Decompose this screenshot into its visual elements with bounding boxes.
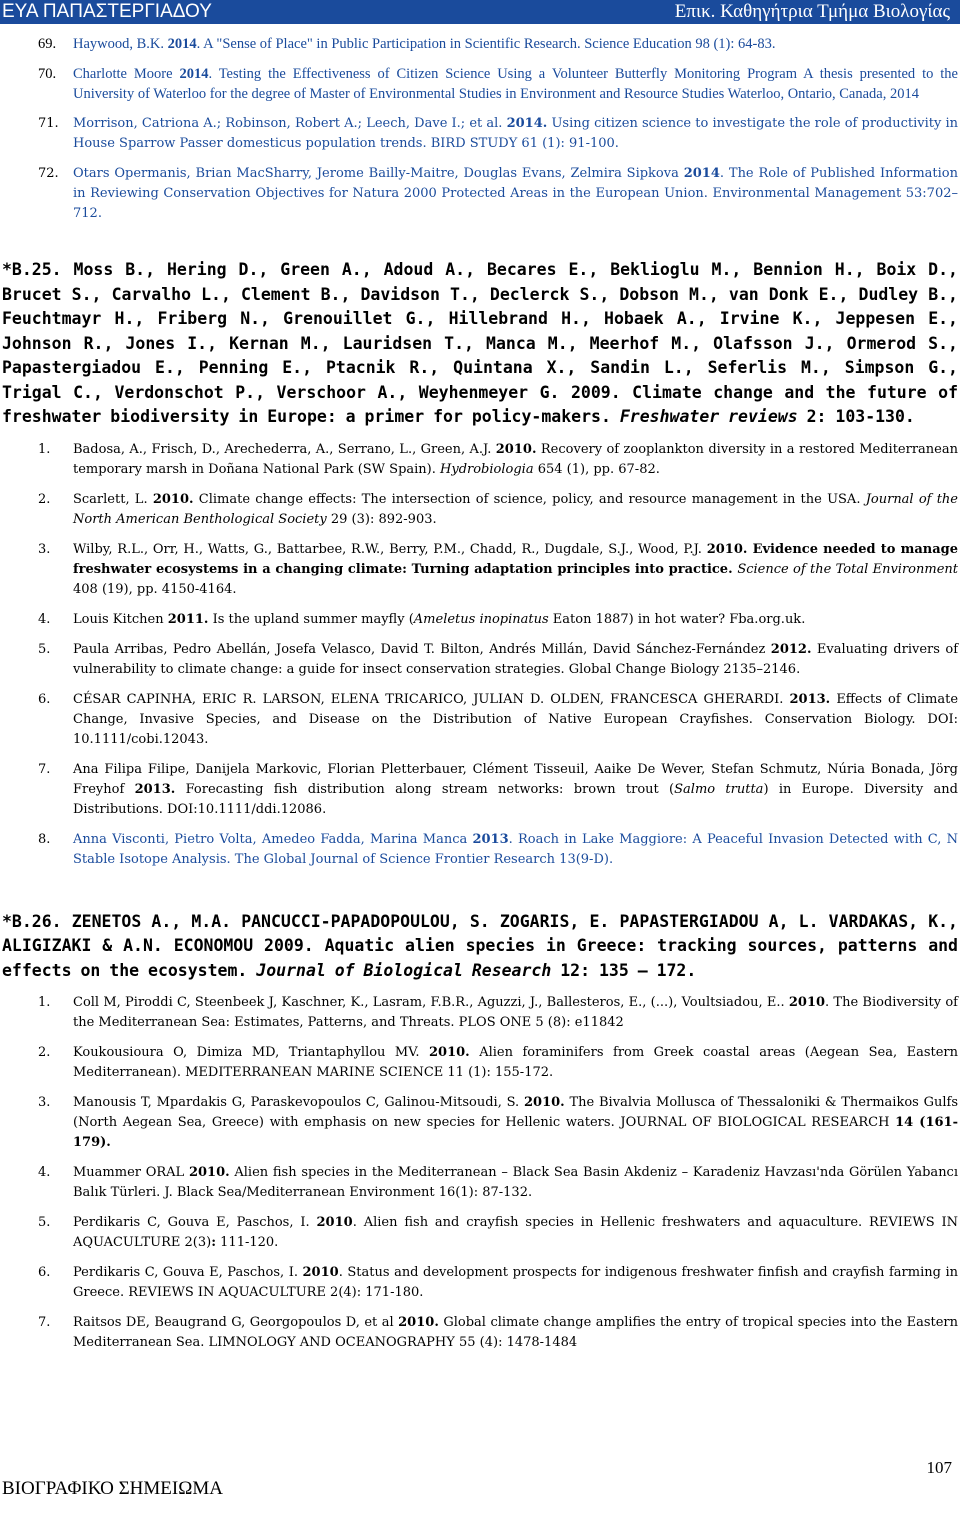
reference-number: 71. [38,116,59,131]
reference-number: 1. [38,995,51,1010]
reference-pages: Eaton 1887) in hot water? Fba.org.uk. [548,611,806,627]
reference-number: 5. [38,1215,51,1230]
reference-number: 6. [38,1265,51,1280]
citing-reference-item [0,1163,958,1203]
reference-number: 5. [38,641,51,657]
citing-reference-item [0,610,958,630]
reference-journal: Journal of the North American Benthological Society [73,491,958,527]
reference-authors: Koukousioura O, Dimiza MD, Triantaphyllou MV. [73,1045,429,1060]
reference-species: Salmo trutta [674,781,764,797]
reference-details: . Alien fish and crayfish species in Hellenic freshwaters and aquaculture. REVIEWS IN AQUACULTURE 2(3) [73,1215,958,1250]
reference-details: Forecasting fish distribution along stream networks: brown trout ( [175,781,675,797]
reference-authors: Scarlett, L. [73,491,153,507]
reference-authors: Raitsos DE, Beaugrand G, Georgopoulos D, et al [73,1315,399,1330]
reference-details: Global climate change amplifies the entry of tropical species into the Eastern Mediterranean Sea. LIMNOLOGY AND OCEANOGRAPHY 55 (4): 1478-1484 [73,1315,958,1350]
publication-entry-b26 [0,910,958,984]
reference-pages: ) in Europe. Diversity and Distributions. DOI:10.1111/ddi.12086. [73,781,958,817]
reference-item [0,64,958,104]
reference-details: Recovery of zooplankton diversity in a restored Mediterranean temporary marsh in Doñana National Park (SW Spain). [73,441,958,477]
document-body [0,34,958,1363]
reference-number: 1. [38,441,51,457]
footer-label: ΒΙΟΓΡΑΦΙΚΟ ΣΗΜΕΙΩΜΑ [2,1478,223,1499]
reference-authors: Manousis T, Mpardakis G, Paraskevopoulos C, Galinou-Mitsoudi, S. [73,1095,524,1110]
reference-pages: 408 (19), pp. 4150-4164. [73,581,237,597]
entry-citation: *B.26. ZENETOS A., M.A. PANCUCCI-PAPADOPOULOU, S. ZOGARIS, E. PAPASTERGIADOU A, L. VARDAKAS, K., ALIGIZAKI & A.N. ECONOMOU 2009. Aquatic alien species in Greece: tracking sources, patterns and effects on the ecosystem. [2,911,958,980]
reference-authors: Ana Filipa Filipe, Danijela Markovic, Florian Pletterbauer, Clément Tisseuil, Aaike De Wever, Stefan Schmutz, Núria Bonada, Jörg Freyhof [73,761,958,797]
reference-details: Using citizen science to investigate the role of productivity in House Sparrow Passer domesticus population trends. BIRD STUDY 61 (1): 91-100. [73,116,958,151]
reference-pages: 29 (3): 892-903. [326,511,437,527]
citing-reference-item [0,540,958,600]
reference-year: 2010. [523,1095,565,1110]
reference-year: 2011. [167,611,209,627]
reference-authors: Badosa, A., Frisch, D., Arechederra, A., Serrano, L., Green, A.J. [73,441,496,457]
reference-year: 2013. [789,691,831,707]
reference-year: 2010. [188,1165,230,1180]
reference-item [0,34,958,54]
reference-authors: Charlotte Moore [73,66,180,82]
reference-details: Is the upland summer mayfly ( [208,611,414,627]
reference-number: 8. [38,831,51,847]
reference-year: 2010. [495,441,537,457]
citing-reference-item [0,993,958,1033]
reference-number: 70. [38,66,57,82]
reference-details: Alien fish species in the Mediterranean – Black Sea Basin Akdeniz – Karadeniz Havzası'nda Görülen Yabancı Balık Türleri. J. Black Sea/Mediterranean Environment 16(1): 87-132. [73,1165,958,1200]
reference-year: 2010 [302,1265,339,1280]
citing-reference-item [0,640,958,680]
reference-year: 2013. [134,781,176,797]
citing-reference-item [0,690,958,750]
reference-number: 7. [38,761,51,777]
reference-pages: 654 (1), pp. 67-82. [533,461,660,477]
reference-year: 2010. [429,1045,470,1060]
reference-number: 72. [38,166,59,181]
reference-year: 2010 [316,1215,353,1230]
reference-item [0,114,958,154]
reference-authors: Louis Kitchen [73,611,168,627]
reference-separator: : [211,1235,217,1250]
citing-reference-item [0,1313,958,1353]
reference-year: 2014 [683,166,720,181]
reference-details: Evidence needed to manage freshwater ecosystems in a changing climate: Turning adaptation principles into practice. [73,541,958,577]
reference-details: . Status and development prospects for indigenous freshwater finfish and crayfish farming in Greece. REVIEWS IN AQUACULTURE 2(4): 171-180. [73,1265,958,1300]
reference-number: 2. [38,1045,51,1060]
reference-authors: Muammer ORAL [73,1165,189,1180]
publication-entry-b25 [0,258,958,430]
citing-reference-item [0,760,958,820]
citing-reference-item [0,490,958,530]
reference-volume: 14 (161-179). [73,1115,958,1150]
reference-authors: Morrison, Catriona A.; Robinson, Robert A.; Leech, Dave I.; et al. [73,116,507,131]
header-author-title: Επικ. Καθηγήτρια Τμήμα Βιολογίας [674,1,950,22]
reference-details: Alien foraminifers from Greek coastal areas (Aegean Sea, Eastern Mediterranean). MEDITERRANEAN MARINE SCIENCE 11 (1): 155-172. [73,1045,958,1080]
reference-details: Evaluating drivers of vulnerability to climate change: a guide for insect conservation strategies. Global Change Biology 2135–2146. [73,641,959,677]
citing-reference-item [0,1043,958,1083]
reference-number: 3. [38,541,51,557]
citing-reference-item [0,1213,958,1253]
reference-authors: Perdikaris C, Gouva E, Paschos, I. [73,1265,303,1280]
citing-reference-item [0,1263,958,1303]
reference-authors: Perdikaris C, Gouva E, Paschos, I. [73,1215,317,1230]
reference-year: 2014 [167,36,197,52]
reference-year: 2012. [770,641,812,657]
reference-authors: Wilby, R.L., Orr, H., Watts, G., Battarbee, R.W., Berry, P.M., Chadd, R., Dugdale, S.J., Wood, P.J. [73,541,707,557]
reference-year: 2014 [179,66,209,82]
reference-authors: Coll M, Piroddi C, Steenbeek J, Kaschner, K., Lasram, F.B.R., Aguzzi, J., Ballesteros, E., (...), Voultsiadou, E.. [73,995,789,1010]
reference-details: . Roach in Lake Maggiore: A Peaceful Invasion Detected with C, N Stable Isotope Analysis. The Global Journal of Science Frontier Research 13(9-D). [73,831,959,867]
reference-details: . The Role of Published Information in Reviewing Conservation Objectives for Natura 2000 Protected Areas in the European Union. Environmental Management 53:702–712. [73,166,958,221]
citing-reference-item [0,1093,958,1153]
reference-details: The Bivalvia Mollusca of Thessaloniki & Thermaikos Gulfs (North Aegean Sea, Greece) with emphasis on new species for Hellenic waters. JOURNAL OF BIOLOGICAL RESEARCH [73,1095,959,1130]
reference-number: 4. [38,611,51,627]
reference-item [0,164,958,224]
entry-citation: *B.25. Moss B., Hering D., Green A., Adoud A., Becares E., Beklioglu M., Bennion H., Boix D., Brucet S., Carvalho L., Clement B., Davidson T., Declerck S., Dobson M., van Donk E., Dudley B., Feuchtmayr H., Friberg N., Grenouillet G., Hillebrand H., Hobaek A., Irvine K., Jeppesen E., Johnson R., Jones I., Kernan M., Lauridsen T., Manca M., Meerhof M., Olafsson J., Ormerod S., Papastergiadou E., Penning E., Ptacnik R., Quintana X., Sandin L., Seferlis M., Simpson G., Trigal C., Verdonschot P., Verschoor A., Weyhenmeyer G. 2009. Climate change and the future of freshwater biodiversity in Europe: a primer for policy-makers. [2,260,958,426]
reference-year: 2013 [472,831,509,847]
reference-journal: Science of the Total Environment [737,561,958,577]
citing-reference-item [0,440,958,480]
reference-details: . Testing the Effectiveness of Citizen Science Using a Volunteer Butterfly Monitoring Program A thesis presented to the University of Waterloo for the degree of Master of Environmental Studies in Environment and Resource Studies Waterloo, Ontario, Canada, 2014 [73,66,958,102]
reference-details: . A "Sense of Place" in Public Participation in Scientific Research. Science Education 98 (1): 64-83. [196,36,776,52]
reference-pages: 111-120. [216,1235,279,1250]
page-number: 107 [926,1458,952,1477]
reference-year: 2010. [398,1315,439,1330]
reference-authors: Anna Visconti, Pietro Volta, Amedeo Fadda, Marina Manca [73,831,473,847]
entry-journal: Journal of Biological Research [256,960,552,980]
reference-details: Climate change effects: The intersection of science, policy, and resource management in the USA. [193,491,866,507]
reference-number: 69. [38,36,57,52]
reference-number: 3. [38,1095,51,1110]
reference-details: . The Biodiversity of the Mediterranean Sea: Estimates, Patterns, and Threats. PLOS ONE 5 (8): e11842 [73,995,958,1030]
reference-species: Ameletus inopinatus [413,611,549,627]
reference-number: 2. [38,491,51,507]
reference-number: 6. [38,691,51,707]
entry-pages: 12: 135 – 172. [551,960,697,980]
entry-journal: Freshwater reviews [619,407,798,426]
reference-authors: Paula Arribas, Pedro Abellán, Josefa Velasco, David T. Bilton, Andrés Millán, David Sánchez-Fernández [73,641,771,657]
reference-details: Effects of Climate Change, Invasive Species, and Disease on the Distribution of Native European Crayfishes. Conservation Biology. DOI: 10.1111/cobi.12043. [73,691,959,747]
citing-reference-item [0,830,958,870]
page-footer [0,1458,960,1518]
entry-pages: 2: 103-130. [797,407,915,426]
reference-year: 2010 [788,995,826,1010]
reference-year: 2014. [506,116,548,131]
reference-number: 7. [38,1315,51,1330]
reference-number: 4. [38,1165,51,1180]
reference-authors: Haywood, B.K. [73,36,168,52]
reference-year: 2010. [706,541,748,557]
reference-journal: Hydrobiologia [440,461,534,477]
reference-authors: CÉSAR CAPINHA, ERIC R. LARSON, ELENA TRICARICO, JULIAN D. OLDEN, FRANCESCA GHERARDI. [73,691,790,707]
running-header [0,0,960,24]
reference-authors: Otars Opermanis, Brian MacSharry, Jerome Bailly-Maitre, Douglas Evans, Zelmira Sipkova [73,166,684,181]
header-author-name: ΕΥΑ ΠΑΠΑΣΤΕΡΓΙΑΔΟΥ [2,1,212,22]
reference-year: 2010. [152,491,194,507]
